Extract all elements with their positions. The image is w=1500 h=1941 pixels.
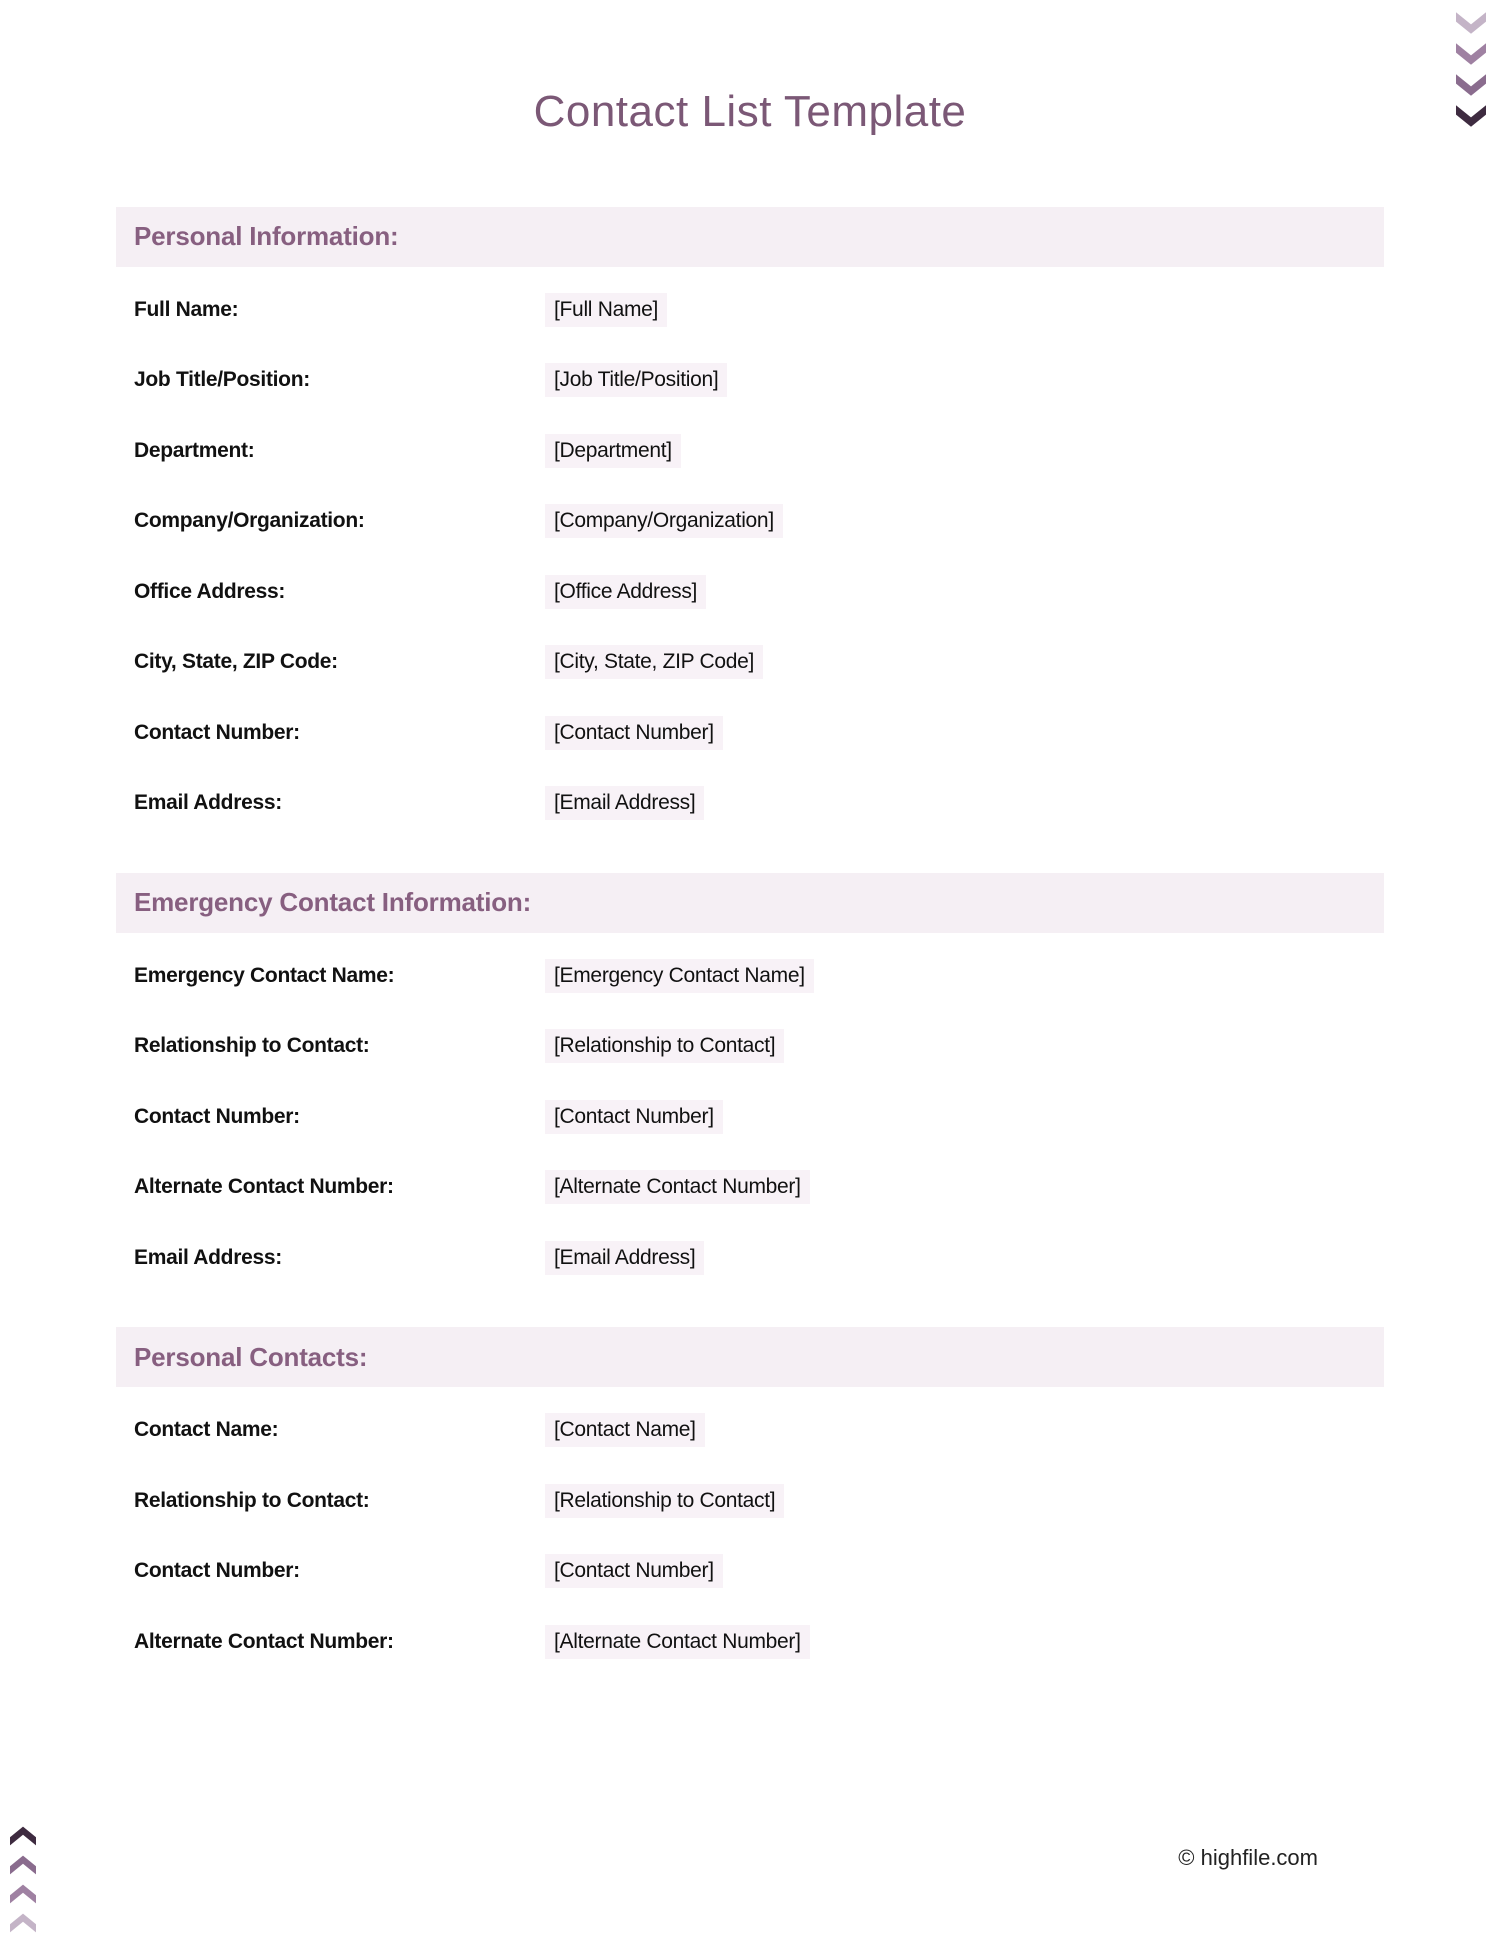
field-value: [545, 1413, 1384, 1447]
field-row: [116, 959, 1384, 1030]
field-label: Relationship to Contact:: [134, 1034, 370, 1058]
field-value-placeholder: [Job Title/Position]: [545, 363, 727, 397]
field-label: Company/Organization:: [134, 509, 365, 533]
copyright-text: © highfile.com: [1178, 1845, 1318, 1870]
field-label: Job Title/Position:: [134, 368, 310, 392]
field-row: [116, 1241, 1384, 1312]
field-value: [545, 1029, 1384, 1063]
field-value-placeholder: [Relationship to Contact]: [545, 1484, 784, 1518]
section-emergency-contact-information: [116, 873, 1384, 1312]
field-value: [545, 504, 1384, 538]
field-label: Full Name:: [134, 297, 239, 321]
field-value-placeholder: [Full Name]: [545, 293, 667, 327]
field-label: Alternate Contact Number:: [134, 1629, 394, 1653]
field-value-placeholder: [Alternate Contact Number]: [545, 1625, 810, 1659]
section-header-band: [116, 1327, 1384, 1387]
document-body: [116, 207, 1384, 1696]
field-row: [116, 1100, 1384, 1171]
field-value: [545, 786, 1384, 820]
field-label: Contact Number:: [134, 1559, 300, 1583]
field-value: [545, 293, 1384, 327]
field-value: [545, 363, 1384, 397]
field-label: Office Address:: [134, 579, 286, 603]
field-value-placeholder: [Contact Number]: [545, 716, 723, 750]
field-row: [116, 575, 1384, 646]
field-rows: [116, 933, 1384, 1312]
field-label: Department:: [134, 438, 255, 462]
section-header: Personal Contacts:: [134, 1341, 368, 1372]
top-right-chevron-stack: [1456, 12, 1486, 127]
field-label: Email Address:: [134, 1245, 282, 1269]
field-rows: [116, 1387, 1384, 1695]
field-label: Contact Name:: [134, 1418, 279, 1442]
field-value: [545, 1484, 1384, 1518]
field-value: [545, 1100, 1384, 1134]
chevron-down-icon: [1456, 74, 1486, 96]
field-value: [545, 716, 1384, 750]
section-personal-contacts: [116, 1327, 1384, 1695]
field-value: [545, 434, 1384, 468]
chevron-up-icon: [10, 1913, 36, 1933]
section-personal-information: [116, 207, 1384, 857]
field-value-placeholder: [Email Address]: [545, 786, 704, 820]
section-header-band: [116, 207, 1384, 267]
field-row: [116, 716, 1384, 787]
field-rows: [116, 267, 1384, 857]
field-value: [545, 1241, 1384, 1275]
chevron-up-icon: [10, 1884, 36, 1904]
field-value-placeholder: [City, State, ZIP Code]: [545, 645, 763, 679]
field-value: [545, 645, 1384, 679]
field-row: [116, 1170, 1384, 1241]
field-label: Contact Number:: [134, 720, 300, 744]
field-label: City, State, ZIP Code:: [134, 650, 338, 674]
field-label: Email Address:: [134, 791, 282, 815]
field-row: [116, 1554, 1384, 1625]
field-label: Relationship to Contact:: [134, 1488, 370, 1512]
chevron-up-icon: [10, 1826, 36, 1846]
section-header: Personal Information:: [134, 221, 399, 252]
section-header-band: [116, 873, 1384, 933]
field-value-placeholder: [Alternate Contact Number]: [545, 1170, 810, 1204]
field-row: [116, 504, 1384, 575]
page-title: Contact List Template: [533, 87, 967, 136]
field-value-placeholder: [Company/Organization]: [545, 504, 783, 538]
chevron-down-icon: [1456, 105, 1486, 127]
field-value-placeholder: [Emergency Contact Name]: [545, 959, 814, 993]
field-value-placeholder: [Relationship to Contact]: [545, 1029, 784, 1063]
field-row: [116, 1029, 1384, 1100]
field-row: [116, 1625, 1384, 1696]
field-value-placeholder: [Contact Name]: [545, 1413, 705, 1447]
field-label: Emergency Contact Name:: [134, 963, 395, 987]
field-value-placeholder: [Email Address]: [545, 1241, 704, 1275]
field-row: [116, 363, 1384, 434]
field-value-placeholder: [Office Address]: [545, 575, 706, 609]
field-value-placeholder: [Contact Number]: [545, 1554, 723, 1588]
chevron-up-icon: [10, 1855, 36, 1875]
chevron-down-icon: [1456, 12, 1486, 34]
field-label: Contact Number:: [134, 1104, 300, 1128]
chevron-down-icon: [1456, 43, 1486, 65]
bottom-left-chevron-stack: [10, 1826, 36, 1933]
field-row: [116, 786, 1384, 857]
field-value-placeholder: [Department]: [545, 434, 681, 468]
field-row: [116, 645, 1384, 716]
field-value: [545, 1554, 1384, 1588]
section-header: Emergency Contact Information:: [134, 887, 532, 918]
field-value: [545, 1170, 1384, 1204]
field-label: Alternate Contact Number:: [134, 1175, 394, 1199]
field-row: [116, 1484, 1384, 1555]
field-value: [545, 1625, 1384, 1659]
field-row: [116, 1413, 1384, 1484]
field-row: [116, 434, 1384, 505]
field-row: [116, 293, 1384, 364]
field-value-placeholder: [Contact Number]: [545, 1100, 723, 1134]
field-value: [545, 959, 1384, 993]
field-value: [545, 575, 1384, 609]
